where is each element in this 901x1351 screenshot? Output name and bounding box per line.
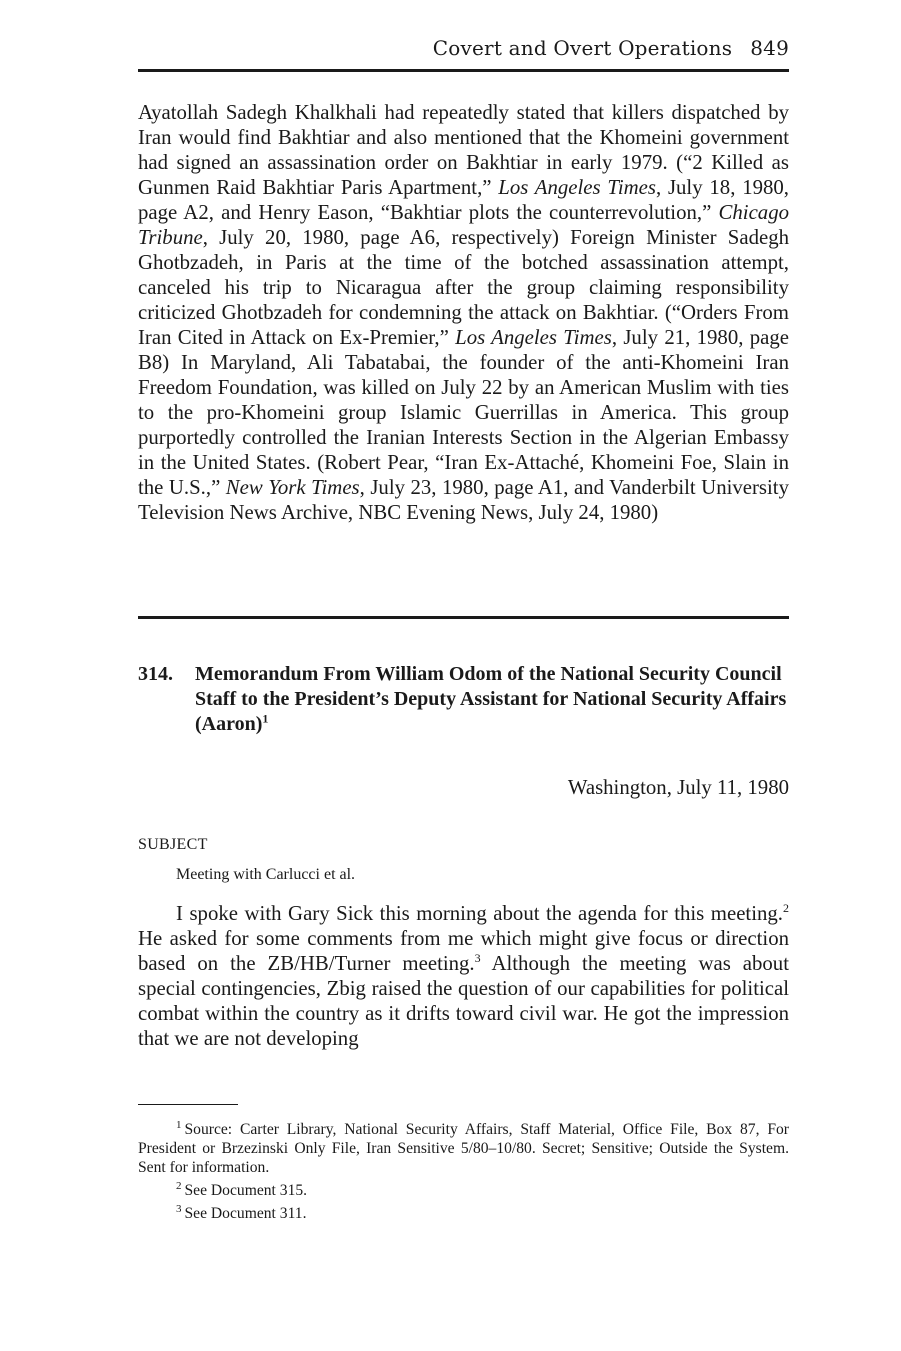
note-italic-1: Los Angeles Times <box>498 176 656 199</box>
document-number: 314. <box>138 663 173 685</box>
note-text-1: Ayatollah Sadegh Khalkhali had repeatedly stated that killers dispatched by Iran would find Bakhtiar and also mentioned that the Khomeini government had signed an assassination order on Bakhtiar in early 1979. (“2 Killed as Gunmen Raid Bakhtiar Paris Apartment,” <box>138 101 789 199</box>
section-rule <box>138 616 789 619</box>
body-footnote-ref-3[interactable]: 3 <box>474 951 481 966</box>
running-header <box>433 36 789 60</box>
footnote-number: 3 <box>176 1202 182 1215</box>
note-italic-2: Chicago Tribune <box>138 201 789 249</box>
document-title <box>195 662 789 737</box>
subject-label: SUBJECT <box>138 836 208 853</box>
running-title: Covert and Overt Operations <box>432 36 733 60</box>
header-rule <box>138 69 789 72</box>
body-footnote-ref-2[interactable]: 2 <box>783 901 789 916</box>
footnotes <box>138 1120 789 1227</box>
note-text-5: , July 23, 1980, page A1, and Vanderbilt University Television News Archive, NBC Evening News, July 24, 1980) <box>138 476 789 524</box>
editorial-note-paragraph <box>138 100 789 525</box>
footnote <box>138 1204 789 1223</box>
dateline: Washington, July 11, 1980 <box>567 776 789 799</box>
footnote <box>138 1120 789 1177</box>
document-title-text: Memorandum From William Odom of the National Security Council Staff to the President’s Deputy Assistant for National Security Affairs (Aaron) <box>195 663 787 735</box>
note-text-2: , July 18, 1980, page A2, and Henry Eason, “Bakhtiar plots the counterrevolution,” <box>138 176 789 224</box>
footnote-text: See Document 311. <box>184 1205 307 1222</box>
body-text-1: I spoke with Gary Sick this morning about the agenda for this meeting. <box>176 902 783 925</box>
document-heading <box>138 662 789 737</box>
footnote-number: 2 <box>176 1179 182 1192</box>
note-text-4: , July 21, 1980, page B8) In Maryland, Ali Tabatabai, the founder of the anti-Khomeini Iran Freedom Foundation, was killed on July 22 by an American Muslim with ties to the pro-Khomeini group Islamic Guerrillas in America. This group purportedly controlled the Iranian Interests Section in the Algerian Embassy in the United States. (Robert Pear, “Iran Ex-Attaché, Khomeini Foe, Slain in the U.S.,” <box>138 326 789 499</box>
memo-body-paragraph <box>138 901 789 1051</box>
footnote-number: 1 <box>176 1118 182 1131</box>
footnote-rule <box>138 1104 238 1105</box>
title-footnote-ref[interactable]: 1 <box>262 711 269 726</box>
subject-text: Meeting with Carlucci et al. <box>176 866 356 883</box>
note-italic-4: New York Times <box>225 476 360 499</box>
footnote-text: Source: Carter Library, National Security Affairs, Staff Material, Office File, Box 87, For President or Brzezinski Only File, Iran Sensitive 5/80–10/80. Secret; Sensitive; Outside the System. Sent for information. <box>138 1121 789 1176</box>
body-text-3: Although the meeting was about special contingencies, Zbig raised the question of our capabilities for political combat within the country as it drifts toward civil war. He got the impression that we are not developing <box>138 952 789 1050</box>
page-number: 849 <box>750 36 789 60</box>
body-text-2: He asked for some comments from me which might give focus or direction based on the ZB/HB/Turner meeting. <box>138 927 789 975</box>
footnote <box>138 1181 789 1200</box>
footnote-text: See Document 315. <box>184 1182 308 1199</box>
note-italic-3: Los Angeles Times <box>455 326 612 349</box>
note-text-3: , July 20, 1980, page A6, respectively) Foreign Minister Sadegh Ghotbzadeh, in Paris at the time of the botched assassination attempt, canceled his trip to Nicaragua after the group claiming responsibility criticized Ghotbzadeh for condemning the attack on Bakhtiar. (“Orders From Iran Cited in Attack on Ex-Premier,” <box>138 226 789 349</box>
